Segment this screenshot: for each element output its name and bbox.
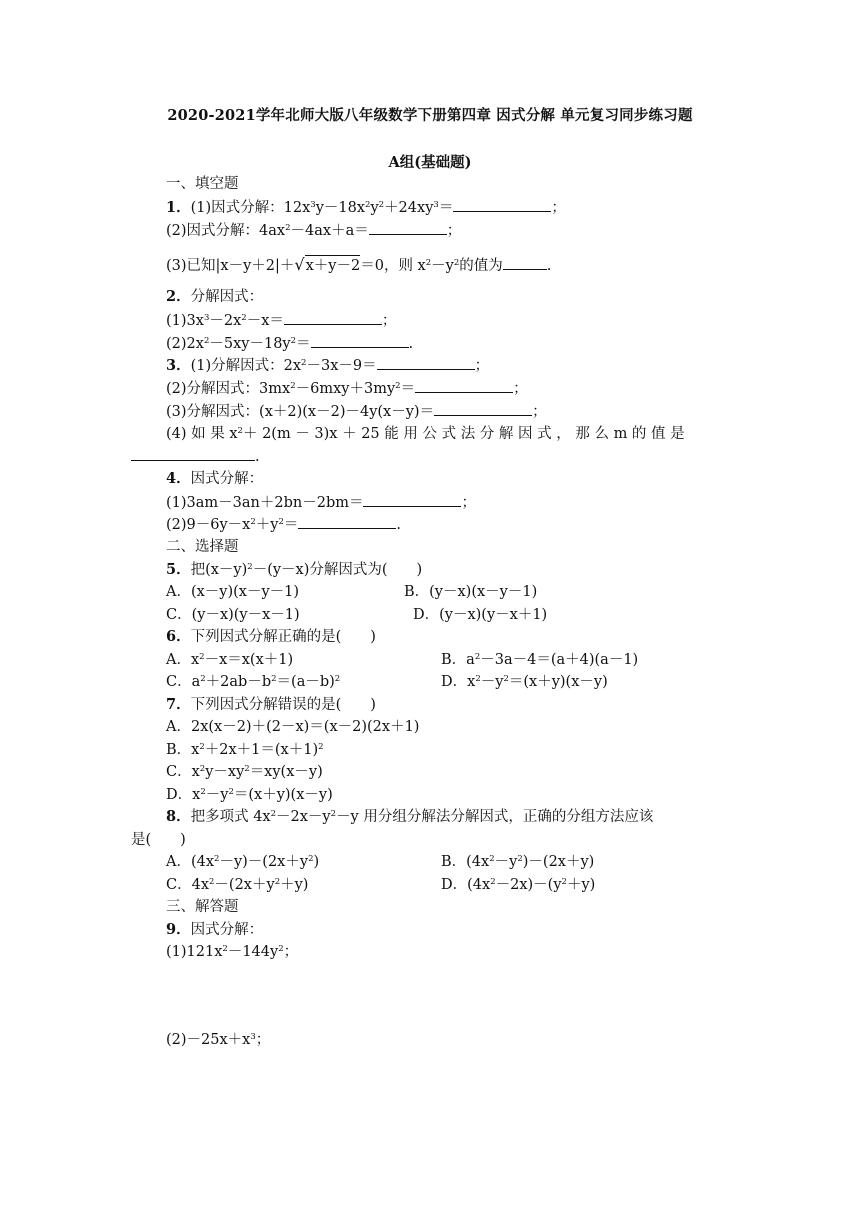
question-5-option-b[interactable]: B．(y－x)(x－y－1) bbox=[404, 584, 538, 600]
question-8-option-a[interactable]: A．$(4x^2-y)-(2x+y^2)$ bbox=[166, 854, 320, 870]
question-8-option-b[interactable]: B．$(4x^2-y^2)-(2x+y)$ bbox=[441, 854, 595, 870]
question-7-stem: 7．下列因式分解错误的是( ) bbox=[166, 696, 376, 713]
answer-blank[interactable] bbox=[377, 356, 475, 370]
question-7-option-c[interactable]: C．$x^2y-xy^2=xy(x-y)$ bbox=[166, 764, 323, 780]
group-heading: A组(基础题) bbox=[388, 154, 472, 171]
question-9-part-2: $(2)-25x+x^3$； bbox=[166, 1032, 271, 1048]
question-5-option-d[interactable]: D．(y－x)(y－x＋1) bbox=[413, 607, 548, 623]
question-3-part-2: (2)分解因式：$3mx^2-6mxy+3my^2=$ ； bbox=[166, 381, 528, 397]
question-1-part-2: (2)因式分解：$4ax^2-4ax+a=$ ； bbox=[166, 223, 462, 239]
question-8-stem-line-2: 是( ) bbox=[131, 832, 186, 848]
answer-blank[interactable] bbox=[311, 334, 409, 348]
answer-blank[interactable] bbox=[284, 311, 382, 325]
answer-blank[interactable] bbox=[503, 256, 547, 270]
question-6-option-c[interactable]: C．$a^2+2ab-b^2=(a-b)^2$ bbox=[166, 674, 341, 690]
answer-blank[interactable] bbox=[298, 515, 396, 529]
question-6-option-a[interactable]: A．$x^2-x=x(x+1)$ bbox=[166, 652, 294, 668]
square-root: √x＋y－2 bbox=[294, 255, 361, 274]
answer-blank[interactable] bbox=[369, 221, 447, 235]
answer-blank[interactable] bbox=[131, 447, 255, 461]
question-1-part-3: (3)已知|x－y＋2|＋√x＋y－2＝0，则 $x^2-y^2$的值为 . bbox=[166, 255, 552, 274]
section-fill-heading: 一、填空题 bbox=[166, 176, 239, 192]
question-5-option-a[interactable]: A．(x－y)(x－y－1) bbox=[166, 584, 300, 600]
question-4-heading: 4．因式分解： bbox=[166, 470, 264, 487]
question-9-part-1: $(1)121x^2-144y^2$； bbox=[166, 944, 299, 960]
question-8-option-c[interactable]: C．$4x^2-(2x+y^2+y)$ bbox=[166, 877, 309, 893]
question-9-heading: 9．因式分解： bbox=[166, 921, 264, 938]
question-2-part-1: $(1)3x^3-2x^2-x=$ ； bbox=[166, 313, 397, 329]
section-solve-heading: 三、解答题 bbox=[166, 899, 239, 915]
question-3-part-3: (3)分解因式：(x＋2)(x－2)－4y(x－y)＝ ； bbox=[166, 404, 547, 420]
question-5-option-c[interactable]: C．(y－x)(y－x－1) bbox=[166, 607, 300, 623]
section-choice-heading: 二、选择题 bbox=[166, 539, 239, 555]
answer-blank[interactable] bbox=[363, 493, 461, 507]
question-1-part-1: 1．(1)因式分解：$12x^3y-18x^2y^2+24xy^3=$ ； bbox=[166, 199, 566, 216]
answer-blank[interactable] bbox=[415, 379, 513, 393]
answer-blank[interactable] bbox=[434, 402, 532, 416]
question-2-heading: 2．分解因式： bbox=[166, 288, 264, 305]
question-4-part-1: (1)3am－3an＋2bn－2bm＝ ； bbox=[166, 495, 476, 511]
question-4-part-2: $(2)9-6y-x^2+y^2=$ . bbox=[166, 517, 402, 533]
question-7-option-d[interactable]: D．$x^2-y^2=(x+y)(x-y)$ bbox=[166, 787, 333, 803]
question-5-stem: 5．把$(x-y)^2-(y-x)$分解因式为( ) bbox=[166, 561, 423, 578]
question-7-option-a[interactable]: A．2x(x－2)＋(2－x)＝(x－2)(2x＋1) bbox=[166, 719, 420, 735]
question-3-part-4-answer: . bbox=[131, 447, 260, 466]
question-7-option-b[interactable]: B．$x^2+2x+1=(x+1)^2$ bbox=[166, 742, 324, 758]
question-6-stem: 6．下列因式分解正确的是( ) bbox=[166, 628, 376, 645]
page-title: 2020-2021学年北师大版八年级数学下册第四章 因式分解 单元复习同步练习题 bbox=[167, 107, 693, 124]
answer-blank[interactable] bbox=[453, 198, 551, 212]
question-3-part-1: 3．(1)分解因式：$2x^2-3x-9=$ ； bbox=[166, 357, 490, 374]
question-8-stem: 8．把多项式 $4x^2-2x-y^2-y$ 用分组分解法分解因式，正确的分组方法应该 bbox=[166, 808, 654, 825]
question-8-option-d[interactable]: D．$(4x^2-2x)-(y^2+y)$ bbox=[441, 877, 596, 893]
question-2-part-2: $(2)2x^2-5xy-18y^2=$ . bbox=[166, 336, 414, 352]
question-6-option-b[interactable]: B．$a^2-3a-4=(a+4)(a-1)$ bbox=[441, 652, 639, 668]
radical-sign-icon: √ bbox=[294, 255, 305, 274]
question-3-part-4: (4) 如 果 $x^2+ 2(m - 3)x + 25$ 能 用 公 式 法 分 解 因 式 ， 那 么 m 的 值 是 bbox=[166, 426, 685, 442]
question-6-option-d[interactable]: D．$x^2-y^2=(x+y)(x-y)$ bbox=[441, 674, 608, 690]
